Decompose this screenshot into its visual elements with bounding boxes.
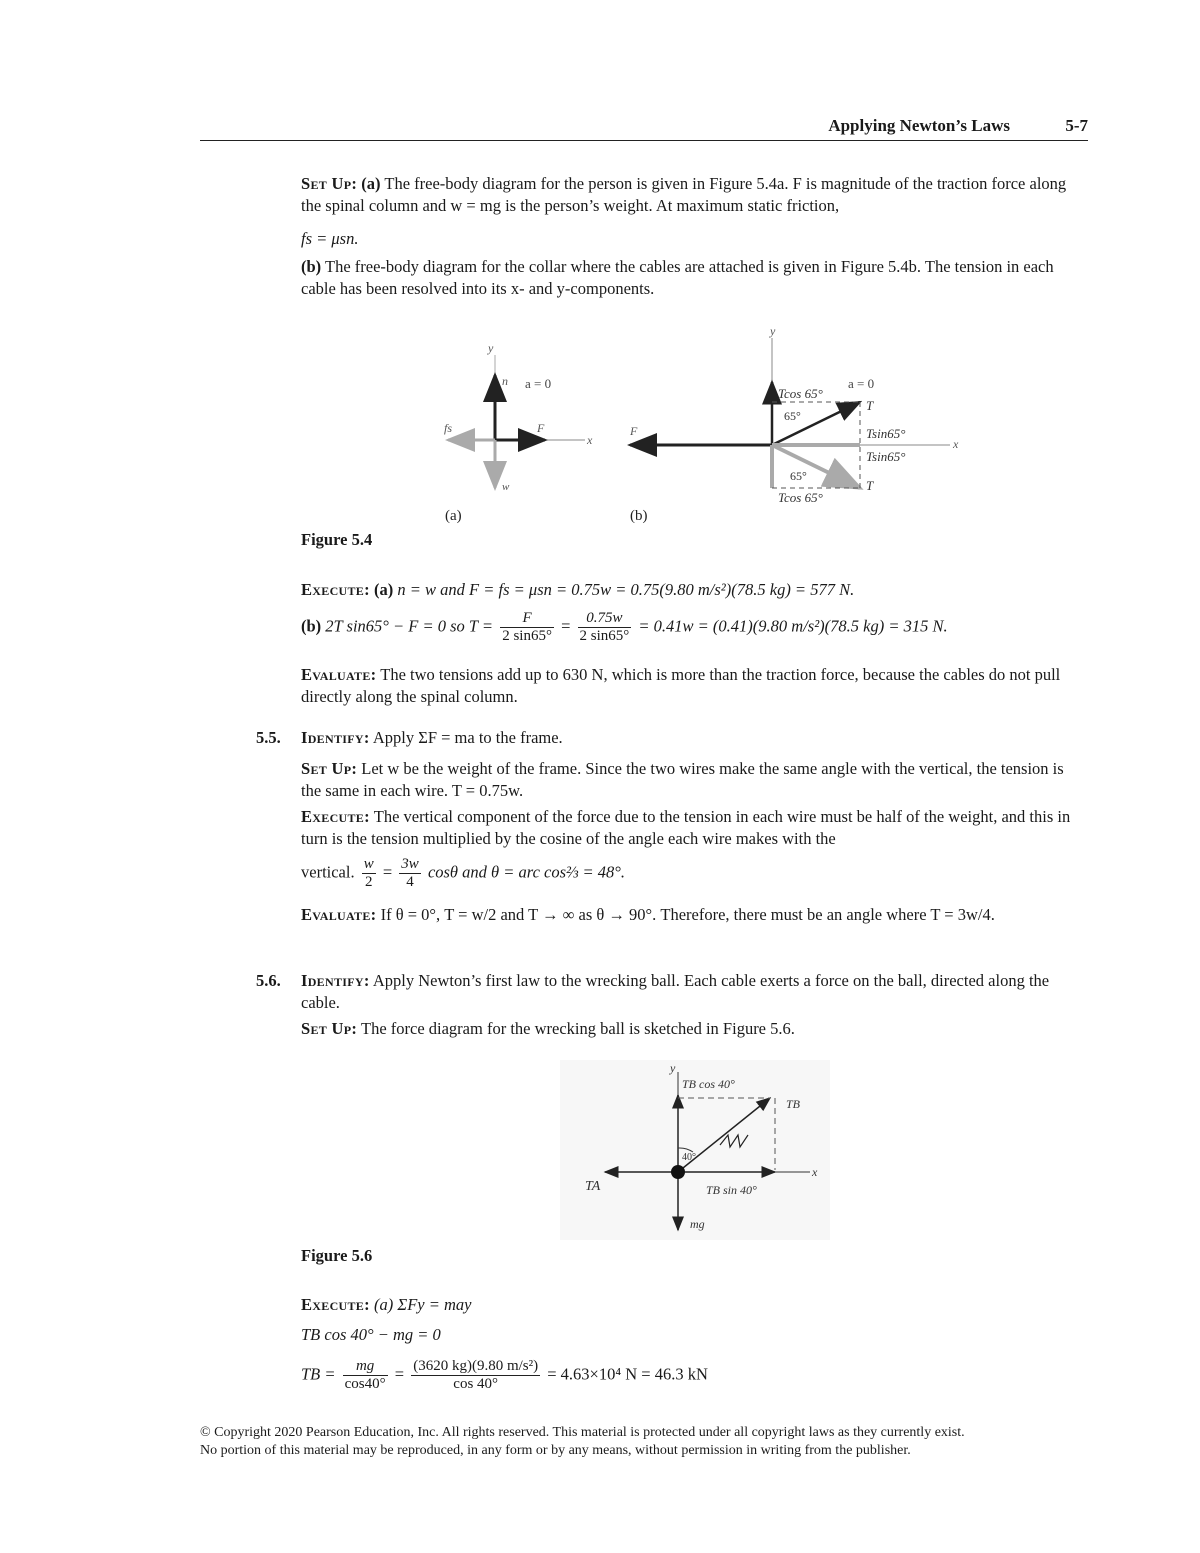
svg-text:w: w <box>502 481 510 493</box>
svg-text:T: T <box>866 478 874 493</box>
evaluate-54: Evaluate: The two tensions add up to 630 N, which is more than the traction force, because the cables do not pull directly along the spinal column. <box>301 665 1061 706</box>
svg-text:F: F <box>630 424 638 438</box>
page-number: 5-7 <box>1065 116 1088 135</box>
svg-text:x: x <box>812 1165 818 1179</box>
execute-56-eq2: TB = $\frac{mg}{\cos 40^\circ}$ = $\frac{\text{(3620 kg)(9.80 m/s²)}}{\cos 40^\circ}$ = 4.63×10⁴ N = 46.3 kN <box>301 1358 708 1392</box>
svg-text:65°: 65° <box>784 409 801 423</box>
accel-a: a = 0 <box>525 376 552 391</box>
svg-text:n: n <box>502 374 508 388</box>
svg-text:y: y <box>770 324 776 338</box>
svg-text:fs: fs <box>444 421 453 435</box>
wrecking-ball <box>671 1165 685 1179</box>
panel-b-label: (b) <box>630 508 648 524</box>
evaluate-55: Evaluate: If θ = 0°, T = w/2 and T → ∞ as θ → 90°. Therefore, there must be an angle where T = 3w/4. <box>301 905 995 924</box>
svg-text:Tsin65°: Tsin65° <box>866 449 906 464</box>
execute-a-eq: n = w and F = fs = μsn = 0.75w = 0.75(9.80 m/s²)(78.5 kg) = 577 N. <box>397 580 855 599</box>
part-a-prefix: (a) <box>361 174 381 193</box>
figure-5-6-diagram <box>560 1060 830 1240</box>
figure-5-4-caption: Figure 5.4 <box>301 530 373 549</box>
static-friction-eq: fs = μsn. <box>301 229 359 248</box>
svg-text:Tcos 65°: Tcos 65° <box>778 386 823 401</box>
svg-text:TB: TB <box>786 1097 801 1111</box>
svg-text:40°: 40° <box>682 1152 696 1163</box>
execute-55: Execute: The vertical component of the force due to the tension in each wire must be half of the weight, and this in turn is the tension multiplied by the cosine of the angle each wire makes with the <box>301 807 1071 848</box>
svg-text:a = 0: a = 0 <box>848 376 875 391</box>
svg-text:TB sin 40°: TB sin 40° <box>706 1183 757 1197</box>
figure-5-4-diagram <box>420 320 980 530</box>
setup-55: Set Up: Let w be the weight of the frame. Since the two wires make the same angle with the vertical, the tension is the same in each wire. T = 0.75w. <box>301 759 1064 800</box>
execute-54-a: Execute: (a) n = w and F = fs = μsn = 0.75w = 0.75(9.80 m/s²)(78.5 kg) = 577 N. <box>301 580 855 599</box>
setup-a-text: The free-body diagram for the person is given in Figure 5.4a. F is magnitude of the traction force along the spinal column and w = mg is the person’s weight. At maximum static friction, <box>301 174 1067 215</box>
setup-54-b <box>301 256 1081 300</box>
svg-text:TB cos 40°: TB cos 40° <box>682 1077 735 1091</box>
fbd-collar <box>629 324 959 524</box>
setup-54 <box>301 173 1081 217</box>
execute-55-eq: vertical. $\frac{w}{2}$ = $\frac{3w}{4}$ cosθ and θ = arc cos⅔ = 48°. <box>301 856 626 890</box>
identify-55: Identify: Apply ΣF = ma to the frame. <box>301 728 563 747</box>
execute-56-eq1: TB cos 40° − mg = 0 <box>301 1325 441 1344</box>
tension-lower-arrow <box>772 445 860 488</box>
footer-line-1: © Copyright 2020 Pearson Education, Inc. All rights reserved. This material is protected under all copyright laws as they currently exist. <box>200 1425 965 1440</box>
problem-5-5-number: 5.5. <box>256 728 281 747</box>
svg-text:T: T <box>866 398 874 413</box>
axis-x-a: x <box>587 433 593 447</box>
panel-a-label: (a) <box>445 508 462 524</box>
copyright-footer <box>200 1424 1090 1460</box>
svg-text:F: F <box>537 421 545 435</box>
svg-text:TA: TA <box>585 1179 601 1194</box>
setup-b-text: The free-body diagram for the collar where the cables are attached is given in Figure 5.4b. The tension in each cable has been resolved into its x- and y-components. <box>301 257 1054 298</box>
identify-56: Identify: Apply Newton’s first law to the wrecking ball. Each cable exerts a force on the ball, directed along the cable. <box>301 971 1050 1012</box>
execute-54-b: (b) 2T sin65° − F = 0 so T = $\frac{F}{2 \sin 65^\circ}$ = $\frac{0.75w}{2 \sin 65^\circ}$ = 0.41w = (0.41)(9.80 m/s²)(78.5 kg) = 315 N. <box>301 610 948 644</box>
figure-5-6-caption: Figure 5.6 <box>301 1246 373 1265</box>
footer-line-2: No portion of this material may be reproduced, in any form or by any means, without permission in writing from the publisher. <box>200 1443 911 1458</box>
execute-56: Execute: (a) ΣFy = may <box>301 1295 472 1314</box>
svg-text:mg: mg <box>690 1217 705 1231</box>
svg-text:x: x <box>953 437 959 451</box>
svg-text:Tsin65°: Tsin65° <box>866 426 906 441</box>
part-b-prefix: (b) <box>301 257 322 276</box>
setup-label: Set Up: <box>301 174 358 193</box>
header-title: Applying Newton’s Laws <box>828 116 1010 135</box>
svg-text:65°: 65° <box>790 469 807 483</box>
problem-5-6-number: 5.6. <box>256 971 281 990</box>
fraction-2: $\frac{0.75w}{2 \sin 65^\circ}$ <box>579 610 630 644</box>
svg-text:Tcos 65°: Tcos 65° <box>778 490 823 505</box>
axis-y-a: y <box>488 341 494 355</box>
fraction-1: $\frac{F}{2 \sin 65^\circ}$ <box>502 610 552 644</box>
running-header <box>200 116 1088 141</box>
setup-56: Set Up: The force diagram for the wrecking ball is sketched in Figure 5.6. <box>301 1019 795 1038</box>
svg-text:y: y <box>670 1061 676 1075</box>
fbd-person <box>444 341 593 524</box>
